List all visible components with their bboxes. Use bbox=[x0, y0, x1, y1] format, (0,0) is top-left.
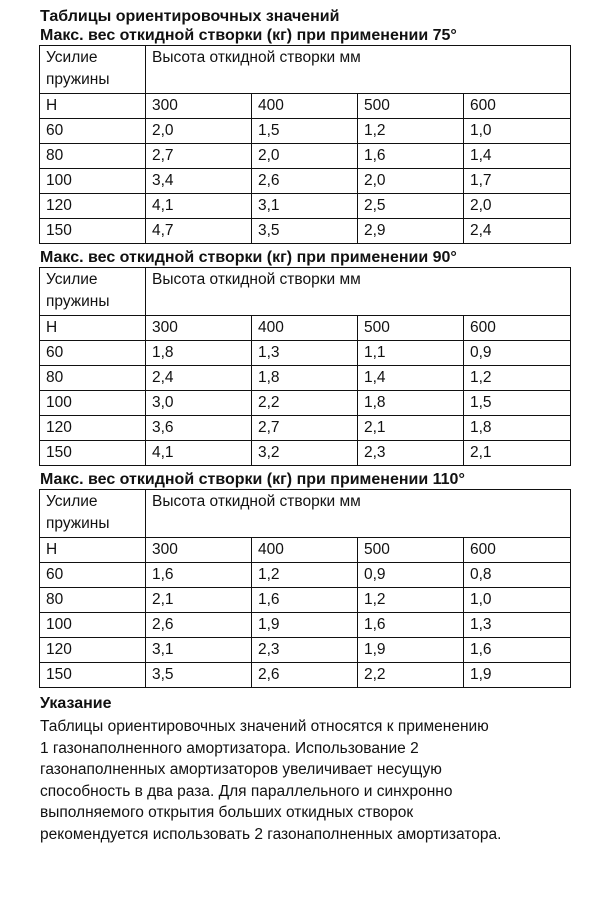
weight-cell: 3,0 bbox=[146, 391, 252, 416]
weight-cell: 1,6 bbox=[252, 588, 358, 613]
document-title: Таблицы ориентировочных значений bbox=[40, 8, 340, 25]
table-row bbox=[40, 613, 571, 638]
table-title: Макс. вес откидной створки (кг) при применении 90° bbox=[40, 249, 457, 266]
weight-cell: 1,3 bbox=[464, 613, 571, 638]
table-row bbox=[40, 416, 571, 441]
table-row bbox=[40, 638, 571, 663]
table-row bbox=[40, 366, 571, 391]
weight-cell: 1,7 bbox=[464, 169, 571, 194]
force-cell: 80 bbox=[40, 366, 146, 391]
force-cell: 120 bbox=[40, 194, 146, 219]
table-row bbox=[40, 194, 571, 219]
weight-cell: 1,9 bbox=[464, 663, 571, 688]
weight-cell: 2,6 bbox=[252, 663, 358, 688]
header-force-cell: Усилие bbox=[40, 490, 146, 516]
table-row bbox=[40, 663, 571, 688]
weight-cell: 1,6 bbox=[358, 613, 464, 638]
weight-cell: 3,1 bbox=[252, 194, 358, 219]
weight-cell: 1,5 bbox=[464, 391, 571, 416]
tables-container bbox=[0, 26, 600, 688]
header-blank-cell bbox=[146, 515, 571, 538]
weight-cell: 2,7 bbox=[146, 144, 252, 169]
force-cell: 100 bbox=[40, 169, 146, 194]
weight-cell: 2,6 bbox=[146, 613, 252, 638]
weight-cell: 0,9 bbox=[464, 341, 571, 366]
header-blank-cell bbox=[146, 293, 571, 316]
table-row bbox=[40, 563, 571, 588]
weight-table bbox=[39, 45, 571, 244]
unit-cell: Н bbox=[40, 316, 146, 341]
weight-cell: 2,9 bbox=[358, 219, 464, 244]
weight-cell: 1,5 bbox=[252, 119, 358, 144]
weight-cell: 1,6 bbox=[146, 563, 252, 588]
force-cell: 120 bbox=[40, 638, 146, 663]
height-cell: 600 bbox=[464, 94, 571, 119]
weight-table bbox=[39, 267, 571, 466]
weight-cell: 2,2 bbox=[358, 663, 464, 688]
weight-cell: 1,2 bbox=[358, 119, 464, 144]
weight-cell: 3,2 bbox=[252, 441, 358, 466]
force-cell: 80 bbox=[40, 144, 146, 169]
weight-cell: 1,1 bbox=[358, 341, 464, 366]
weight-cell: 0,9 bbox=[358, 563, 464, 588]
note-line: Таблицы ориентировочных значений относятся к применению bbox=[40, 718, 489, 735]
header-height-cell: Высота откидной створки мм bbox=[146, 46, 571, 72]
weight-cell: 1,2 bbox=[464, 366, 571, 391]
force-cell: 100 bbox=[40, 391, 146, 416]
weight-cell: 1,6 bbox=[464, 638, 571, 663]
table-row bbox=[40, 441, 571, 466]
weight-cell: 1,2 bbox=[358, 588, 464, 613]
weight-cell: 3,6 bbox=[146, 416, 252, 441]
weight-cell: 1,6 bbox=[358, 144, 464, 169]
weight-cell: 3,4 bbox=[146, 169, 252, 194]
force-cell: 60 bbox=[40, 341, 146, 366]
weight-cell: 2,4 bbox=[146, 366, 252, 391]
note-text bbox=[40, 716, 580, 845]
weight-cell: 4,7 bbox=[146, 219, 252, 244]
weight-cell: 2,4 bbox=[464, 219, 571, 244]
force-cell: 100 bbox=[40, 613, 146, 638]
weight-cell: 2,3 bbox=[358, 441, 464, 466]
table-header-row bbox=[40, 71, 571, 94]
weight-cell: 1,8 bbox=[464, 416, 571, 441]
header-force-cell-continued: пружины bbox=[40, 293, 146, 316]
weight-cell: 1,2 bbox=[252, 563, 358, 588]
weight-cell: 2,2 bbox=[252, 391, 358, 416]
height-cell: 500 bbox=[358, 538, 464, 563]
note-line: способность в два раза. Для параллельного и синхронно bbox=[40, 782, 453, 800]
unit-cell: Н bbox=[40, 94, 146, 119]
weight-cell: 4,1 bbox=[146, 194, 252, 219]
weight-cell: 1,9 bbox=[252, 613, 358, 638]
table-header-row bbox=[40, 46, 571, 72]
force-cell: 150 bbox=[40, 441, 146, 466]
weight-cell: 1,4 bbox=[464, 144, 571, 169]
height-cell: 300 bbox=[146, 538, 252, 563]
force-cell: 120 bbox=[40, 416, 146, 441]
unit-cell: Н bbox=[40, 538, 146, 563]
height-cell: 500 bbox=[358, 316, 464, 341]
weight-cell: 1,4 bbox=[358, 366, 464, 391]
weight-cell: 3,5 bbox=[146, 663, 252, 688]
weight-cell: 1,8 bbox=[252, 366, 358, 391]
table-header-row bbox=[40, 293, 571, 316]
height-cell: 400 bbox=[252, 94, 358, 119]
header-force-cell: Усилие bbox=[40, 268, 146, 294]
table-row bbox=[40, 169, 571, 194]
height-cell: 500 bbox=[358, 94, 464, 119]
weight-cell: 2,0 bbox=[252, 144, 358, 169]
force-cell: 150 bbox=[40, 663, 146, 688]
header-force-cell: Усилие bbox=[40, 46, 146, 72]
weight-cell: 1,9 bbox=[358, 638, 464, 663]
header-height-cell: Высота откидной створки мм bbox=[146, 268, 571, 294]
weight-cell: 2,5 bbox=[358, 194, 464, 219]
height-cell: 600 bbox=[464, 538, 571, 563]
table-row bbox=[40, 391, 571, 416]
weight-cell: 1,0 bbox=[464, 119, 571, 144]
force-cell: 60 bbox=[40, 119, 146, 144]
height-cell: 400 bbox=[252, 538, 358, 563]
weight-cell: 2,1 bbox=[464, 441, 571, 466]
weight-cell: 2,0 bbox=[146, 119, 252, 144]
table-row bbox=[40, 588, 571, 613]
weight-cell: 0,8 bbox=[464, 563, 571, 588]
weight-cell: 3,1 bbox=[146, 638, 252, 663]
weight-cell: 1,8 bbox=[146, 341, 252, 366]
force-cell: 150 bbox=[40, 219, 146, 244]
height-cell: 400 bbox=[252, 316, 358, 341]
weight-table bbox=[39, 489, 571, 688]
header-force-cell-continued: пружины bbox=[40, 515, 146, 538]
weight-cell: 4,1 bbox=[146, 441, 252, 466]
weight-cell: 2,0 bbox=[464, 194, 571, 219]
table-title: Макс. вес откидной створки (кг) при применении 75° bbox=[40, 27, 457, 44]
table-row bbox=[40, 119, 571, 144]
height-cell: 600 bbox=[464, 316, 571, 341]
weight-cell: 1,8 bbox=[358, 391, 464, 416]
table-units-row bbox=[40, 538, 571, 563]
weight-cell: 2,3 bbox=[252, 638, 358, 663]
weight-cell: 2,7 bbox=[252, 416, 358, 441]
table-units-row bbox=[40, 94, 571, 119]
header-blank-cell bbox=[146, 71, 571, 94]
note-line: газонаполненных амортизаторов увеличивает несущую bbox=[40, 761, 442, 778]
force-cell: 80 bbox=[40, 588, 146, 613]
header-force-cell-continued: пружины bbox=[40, 71, 146, 94]
height-cell: 300 bbox=[146, 316, 252, 341]
table-row bbox=[40, 341, 571, 366]
weight-cell: 2,1 bbox=[146, 588, 252, 613]
weight-cell: 2,1 bbox=[358, 416, 464, 441]
table-row bbox=[40, 144, 571, 169]
height-cell: 300 bbox=[146, 94, 252, 119]
note-line: 1 газонаполненного амортизатора. Использование 2 bbox=[40, 739, 419, 757]
header-height-cell: Высота откидной створки мм bbox=[146, 490, 571, 516]
table-header-row bbox=[40, 490, 571, 516]
weight-cell: 1,0 bbox=[464, 588, 571, 613]
table-header-row bbox=[40, 268, 571, 294]
note-line: рекомендуется использовать 2 газонаполненных амортизатора. bbox=[40, 825, 502, 843]
table-units-row bbox=[40, 316, 571, 341]
weight-cell: 1,3 bbox=[252, 341, 358, 366]
table-title: Макс. вес откидной створки (кг) при применении 110° bbox=[40, 471, 465, 488]
note-title: Указание bbox=[40, 695, 112, 712]
note-line: выполняемого открытия больших откидных створок bbox=[40, 804, 414, 821]
table-header-row bbox=[40, 515, 571, 538]
force-cell: 60 bbox=[40, 563, 146, 588]
weight-cell: 2,0 bbox=[358, 169, 464, 194]
table-row bbox=[40, 219, 571, 244]
weight-cell: 3,5 bbox=[252, 219, 358, 244]
weight-cell: 2,6 bbox=[252, 169, 358, 194]
